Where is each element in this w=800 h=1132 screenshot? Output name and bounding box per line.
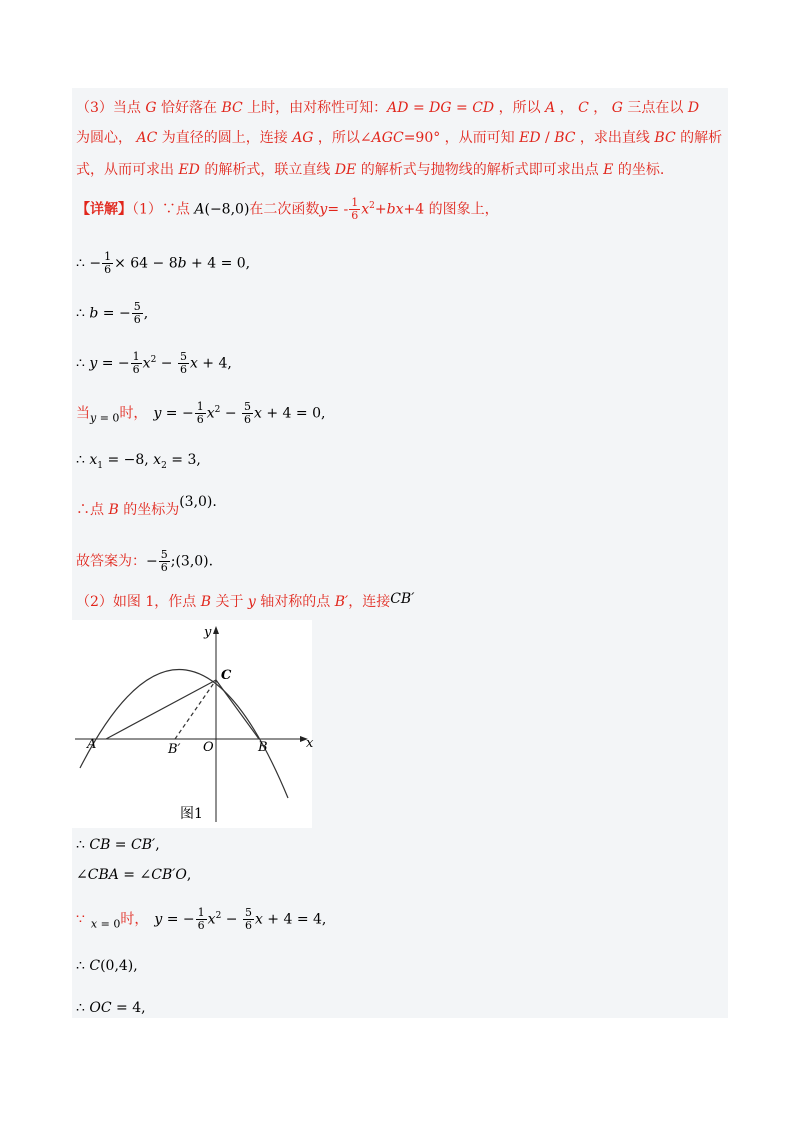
label-C: C xyxy=(221,668,232,683)
label-x: x xyxy=(306,736,314,751)
figure-1-svg xyxy=(72,620,312,828)
equation-4: 当$_y$ $_{= 0}$时， y = − $\frac{1}{6}$ $x^2$ − $\frac{5}{6}$ x + 4 = 0, xyxy=(76,400,326,427)
equation-2: ∴ b = − $\frac{5}{6}$ , xyxy=(76,300,149,326)
equation-6: ∴点 B 的坐标为(3,0). xyxy=(76,494,217,518)
step3-line-3: 式，从而可求出 ED 的解析式，联立直线 DE 的解析式与抛物线的解析式即可求出点 E 的坐标. xyxy=(76,162,665,178)
step3-line-2: 为圆心， AC 为直径的圆上，连接 AG ，所以∠AGC=90° ，从而可知 ED / BC ，求出直线 BC 的解析 xyxy=(76,130,723,146)
equation-1: ∴ − $\frac{1}{6}$ × 64 − 8b + 4 = 0, xyxy=(76,250,251,276)
label-y: y xyxy=(204,625,212,640)
equation-3: ∴ y = − $\frac{1}{6}$ $x^2$ − $\frac{5}{6}$ x + 4, xyxy=(76,350,232,377)
segment-AC xyxy=(106,680,216,739)
equation-5: ∴ $x_1 = -8$, $x_2 = 3$, xyxy=(76,452,201,471)
parabola xyxy=(80,670,288,798)
part2-eq-5: ∴ OC = 4, xyxy=(76,1000,146,1016)
part2-heading: （2）如图 1，作点 B 关于 y 轴对称的点 B′，连接CB′ xyxy=(76,591,415,610)
segment-CB xyxy=(216,680,259,739)
label-A: A xyxy=(87,737,97,752)
figure-caption: 图1 xyxy=(180,806,203,822)
y-axis-arrow-icon xyxy=(213,626,219,634)
part2-eq-3: ∵ $_x$ $_{= 0}$时， y = − $\frac{1}{6}$ $x^2$ − $\frac{5}{6}$ x + 4 = 4, xyxy=(76,906,327,933)
answer-line: 故答案为：− $\frac{5}{6}$ ;(3,0). xyxy=(76,548,214,574)
part2-eq-1: ∴ CB = CB′, xyxy=(76,837,160,853)
part2-eq-2: ∠CBA = ∠CB′O, xyxy=(76,867,192,883)
label-B: B xyxy=(258,740,268,755)
figure-1 xyxy=(72,620,312,828)
detail-heading: 【详解】（1）∵点 A(−8,0)在二次函数y= - $\frac{1}{6}$ $x^2+bx+4$ 的图象上， xyxy=(76,196,499,223)
part2-eq-4: ∴ C(0,4), xyxy=(76,958,138,974)
step3-line-1: （3）当点 G 恰好落在 BC 上时，由对称性可知：AD = DG = CD ，所以 A ， C ， G 三点在以 D xyxy=(76,100,700,116)
segment-CBprime-dashed xyxy=(175,680,216,739)
label-O: O xyxy=(203,740,214,755)
label-Bprime: B′ xyxy=(168,742,181,757)
